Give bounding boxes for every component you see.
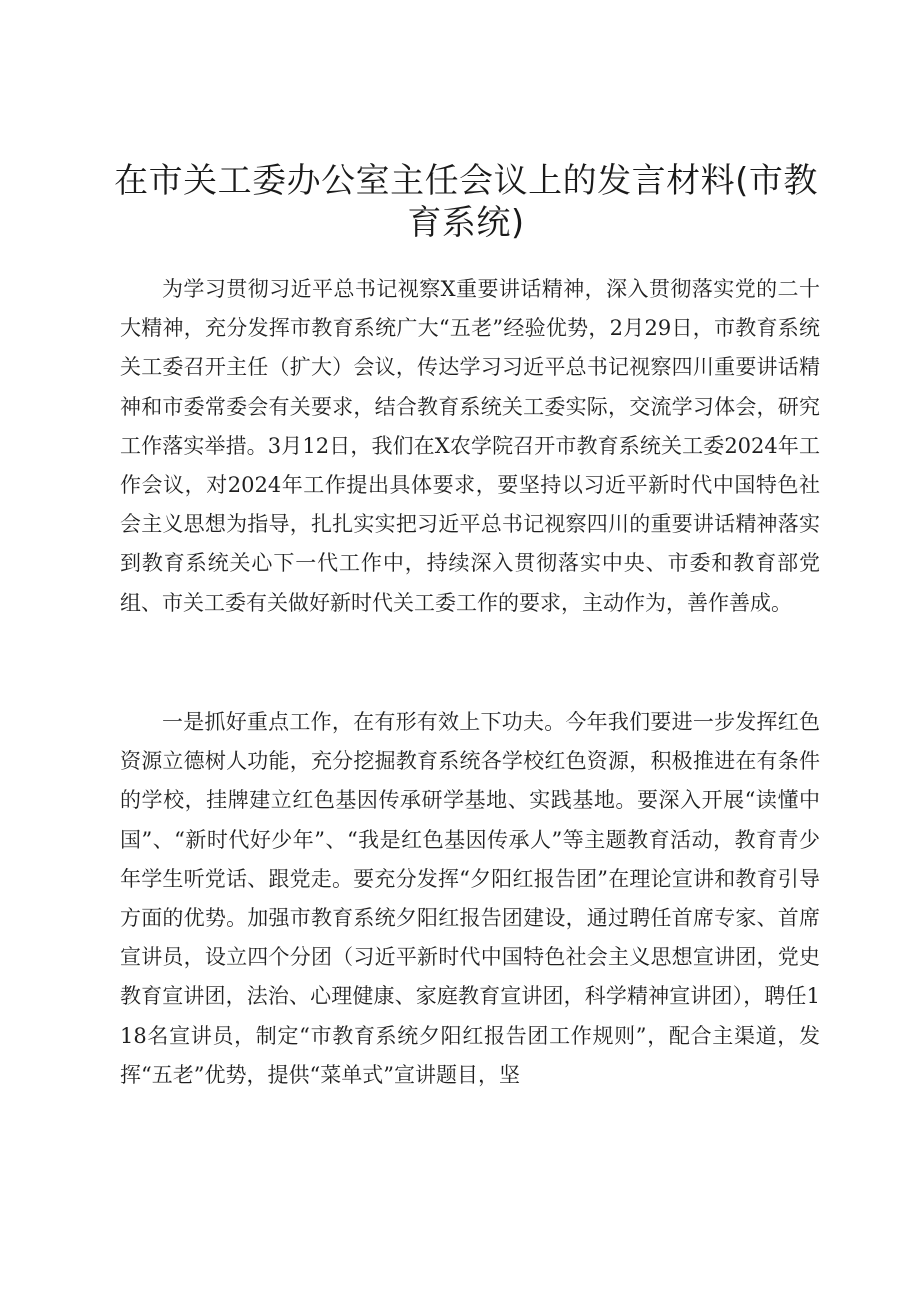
body-paragraph-1: 为学习贯彻习近平总书记视察X重要讲话精神，深入贯彻落实党的二十大精神，充分发挥市教育系统广大“五老”经验优势，2月29日，市教育系统关工委召开主任（扩大）会议，传达学习习近平总书记视察四川重要讲话精神和市委常委会有关要求，结合教育系统关工委实际，交流学习体会，研究工作落实举措。3月12日，我们在X农学院召开市教育系统关工委2024年工作会议，对2024年工作提出具体要求，要坚持以习近平新时代中国特色社会主义思想为指导，扎扎实实把习近平总书记视察四川的重要讲话精神落实到教育系统关心下一代工作中，持续深入贯彻落实中央、市委和教育部党组、市关工委有关做好新时代关工委工作的要求，主动作为，善作善成。 <box>120 277 820 615</box>
body-paragraph-2: 一是抓好重点工作，在有形有效上下功夫。今年我们要进一步发挥红色资源立德树人功能，充分挖掘教育系统各学校红色资源，积极推进在有条件的学校，挂牌建立红色基因传承研学基地、实践基地。要深入开展“读懂中国”、“新时代好少年”、“我是红色基因传承人”等主题教育活动，教育青少年学生听党话、跟党走。要充分发挥“夕阳红报告团”在理论宣讲和教育引导方面的优势。加强市教育系统夕阳红报告团建设，通过聘任首席专家、首席宣讲员，设立四个分团（习近平新时代中国特色社会主义思想宣讲团，党史教育宣讲团，法治、心理健康、家庭教育宣讲团，科学精神宣讲团），聘任118名宣讲员，制定“市教育系统夕阳红报告团工作规则”，配合主渠道，发挥“五老”优势，提供“菜单式”宣讲题目，坚 <box>120 710 820 1087</box>
document-title: 在市关工委办公室主任会议上的发言材料(市教育系统) <box>114 161 818 243</box>
